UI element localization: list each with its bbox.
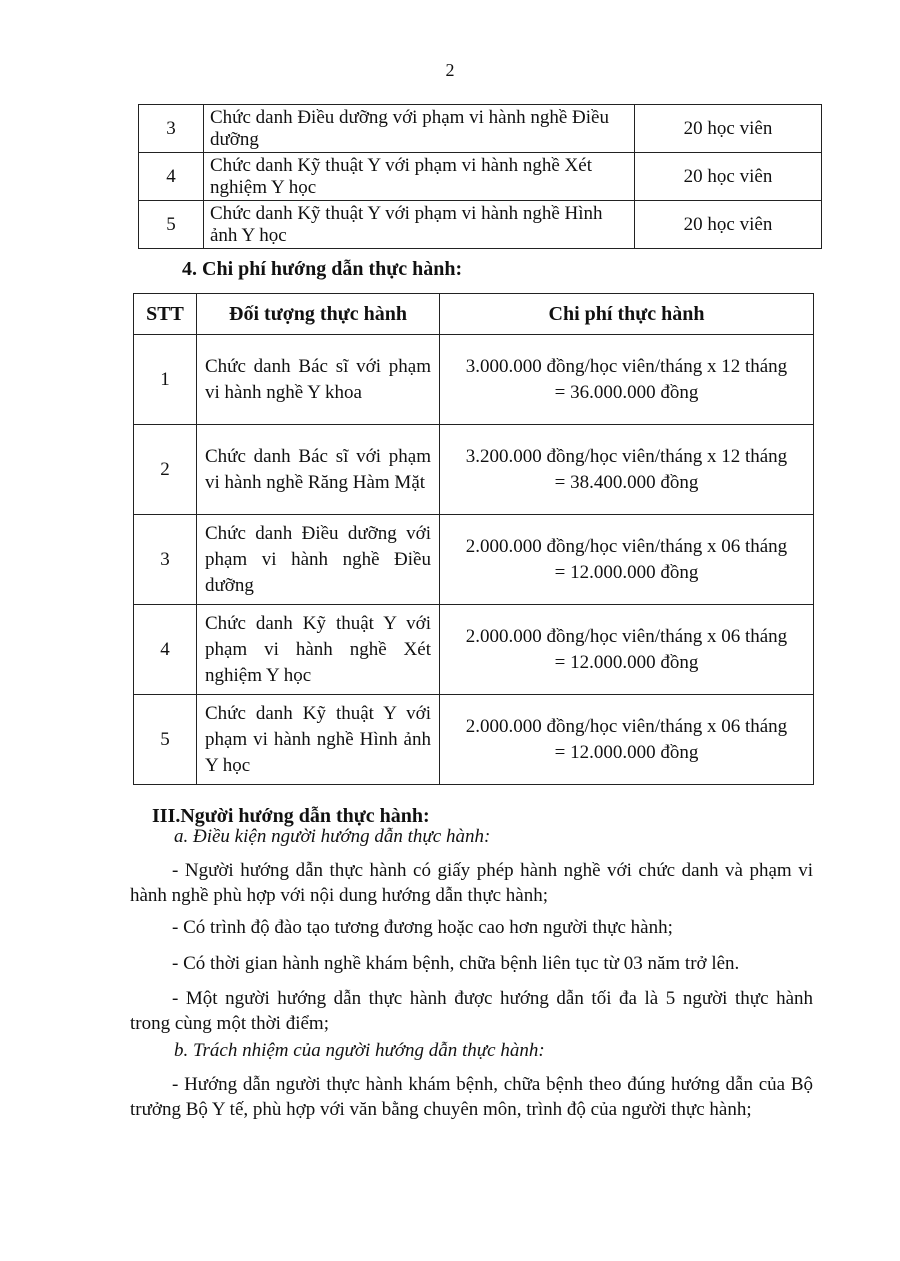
row-count: 20 học viên (635, 201, 822, 249)
cost-formula: 3.000.000 đồng/học viên/tháng x 12 tháng (465, 355, 788, 377)
cost-formula: 2.000.000 đồng/học viên/tháng x 06 tháng (465, 625, 788, 647)
table-row (134, 515, 814, 605)
cost-formula: 2.000.000 đồng/học viên/tháng x 06 tháng (465, 535, 788, 557)
paragraph-5: - Hướng dẫn người thực hành khám bệnh, chữa bệnh theo đúng hướng dẫn của Bộ trưởng Bộ Y tế, phù hợp với văn bằng chuyên môn, trình độ của người thực hành; (130, 1074, 813, 1120)
subheading-b: b. Trách nhiệm của người hướng dẫn thực hành: (174, 1040, 545, 1061)
subheading-a: a. Điều kiện người hướng dẫn thực hành: (174, 826, 491, 847)
cost-total: = 12.000.000 đồng (554, 741, 699, 763)
row-object: Chức danh Kỹ thuật Y với phạm vi hành nghề Xét nghiệm Y học (197, 605, 440, 695)
row-cost (440, 335, 814, 425)
table-row (139, 105, 822, 153)
row-title: Chức danh Kỹ thuật Y với phạm vi hành nghề Xét nghiệm Y học (204, 153, 635, 201)
row-count: 20 học viên (635, 153, 822, 201)
table-row (134, 335, 814, 425)
row-number: 5 (139, 201, 204, 249)
section-4-title: 4. Chi phí hướng dẫn thực hành: (182, 258, 463, 280)
row-object: Chức danh Bác sĩ với phạm vi hành nghề Răng Hàm Mặt (197, 425, 440, 515)
row-number: 3 (134, 515, 197, 605)
table-row (134, 605, 814, 695)
row-object: Chức danh Điều dưỡng với phạm vi hành nghề Điều dưỡng (197, 515, 440, 605)
cost-table (133, 293, 814, 785)
row-number: 3 (139, 105, 204, 153)
header-stt: STT (134, 294, 197, 335)
cost-total: = 36.000.000 đồng (554, 381, 699, 403)
page-number: 2 (445, 60, 455, 80)
row-title: Chức danh Điều dưỡng với phạm vi hành nghề Điều dưỡng (204, 105, 635, 153)
paragraph-2: - Có trình độ đào tạo tương đương hoặc cao hơn người thực hành; (172, 917, 673, 938)
table-header-row (134, 294, 814, 335)
row-number: 5 (134, 695, 197, 785)
participants-table (138, 104, 822, 249)
row-cost (440, 425, 814, 515)
row-number: 4 (134, 605, 197, 695)
row-cost (440, 515, 814, 605)
paragraph-1: - Người hướng dẫn thực hành có giấy phép hành nghề với chức danh và phạm vi hành nghề phù hợp với nội dung hướng dẫn thực hành; (130, 860, 813, 906)
header-object: Đối tượng thực hành (197, 294, 440, 335)
table-row (134, 695, 814, 785)
row-title: Chức danh Kỹ thuật Y với phạm vi hành nghề Hình ảnh Y học (204, 201, 635, 249)
header-cost: Chi phí thực hành (440, 294, 814, 335)
paragraph-4: - Một người hướng dẫn thực hành được hướng dẫn tối đa là 5 người thực hành trong cùng một thời điểm; (130, 988, 813, 1034)
row-number: 1 (134, 335, 197, 425)
cost-formula: 2.000.000 đồng/học viên/tháng x 06 tháng (465, 715, 788, 737)
row-count: 20 học viên (635, 105, 822, 153)
cost-formula: 3.200.000 đồng/học viên/tháng x 12 tháng (465, 445, 788, 467)
row-number: 4 (139, 153, 204, 201)
row-cost (440, 695, 814, 785)
cost-total: = 38.400.000 đồng (554, 471, 699, 493)
table-row (139, 201, 822, 249)
row-cost (440, 605, 814, 695)
row-object: Chức danh Bác sĩ với phạm vi hành nghề Y khoa (197, 335, 440, 425)
cost-total: = 12.000.000 đồng (554, 651, 699, 673)
paragraph-3: - Có thời gian hành nghề khám bệnh, chữa bệnh liên tục từ 03 năm trở lên. (172, 953, 740, 974)
row-object: Chức danh Kỹ thuật Y với phạm vi hành nghề Hình ảnh Y học (197, 695, 440, 785)
section-3-heading: III.Người hướng dẫn thực hành: (152, 805, 430, 827)
table-row (139, 153, 822, 201)
row-number: 2 (134, 425, 197, 515)
table-row (134, 425, 814, 515)
cost-total: = 12.000.000 đồng (554, 561, 699, 583)
